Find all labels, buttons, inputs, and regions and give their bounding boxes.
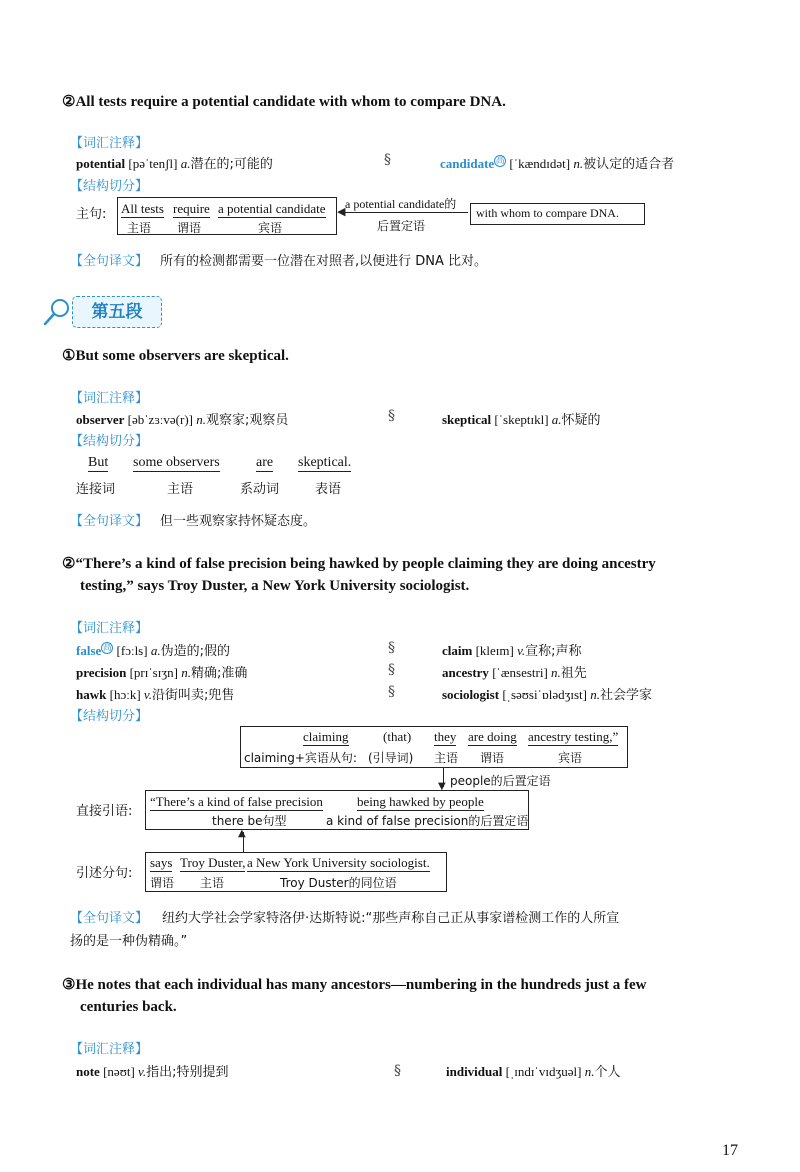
vocab-word: false [76, 643, 102, 658]
vocab-tag: 【词汇注释】 [70, 391, 149, 406]
word-subject: All tests [121, 201, 164, 216]
vocab-word: ancestry [442, 665, 489, 680]
word-linking-verb: are [256, 455, 274, 470]
translation-text: 但一些观察家持怀疑态度。 [160, 514, 317, 529]
word-that: (that) [383, 729, 412, 744]
role-connector: (引导词) [368, 751, 414, 765]
word-conjunction: But [88, 455, 109, 470]
translation-text: 所有的检测都需要一位潜在对照者,以便进行 DNA 比对。 [160, 254, 488, 269]
word-says: says [150, 855, 173, 870]
vocab-entry-claim: claim [kleɪm] v.宣称;声称 [442, 643, 582, 659]
page-number: 17 [722, 1142, 738, 1159]
vocab-tag: 【词汇注释】 [70, 621, 149, 636]
word-being-hawked: being hawked by people [357, 794, 484, 809]
word-appositive: a New York University sociologist. [247, 855, 430, 870]
translation-tag: 【全句译文】 [70, 911, 149, 926]
sentence-5-1: ①But some observers are skeptical. [62, 348, 289, 364]
word-are-doing: are doing [468, 729, 517, 744]
role-object: 宾语 [258, 221, 283, 235]
arrow-up-icon: ▲ [238, 828, 246, 839]
vocab-word: hawk [76, 687, 107, 702]
role-modifier: a kind of false precision的后置定语 [326, 814, 529, 828]
sentence-5-3-line2: centuries back. [80, 999, 177, 1015]
sentence-5-3-line1: ③He notes that each individual has many ancestors—numbering in the hundreds just a few [62, 977, 647, 993]
translation-tag: 【全句译文】 [70, 254, 149, 269]
reporting-clause-label: 引述分句: [76, 866, 133, 881]
translation-tag: 【全句译文】 [70, 514, 149, 529]
separator-icon: § [388, 684, 395, 700]
role-linking-verb: 系动词 [240, 482, 280, 497]
role-subject: 主语 [167, 482, 194, 497]
vocab-word: sociologist [442, 687, 500, 702]
sentence-2: ②All tests require a potential candidate with whom to compare DNA. [62, 94, 506, 110]
structure-tag: 【结构切分】 [70, 434, 149, 449]
word-they: they [434, 729, 457, 744]
separator-icon: § [388, 662, 395, 678]
vocab-entry-ancestry: ancestry [ˈænsestri] n.祖先 [442, 665, 587, 681]
vocab-word: observer [76, 412, 125, 427]
role-appositive: Troy Duster的同位语 [280, 876, 397, 890]
separator-icon: § [384, 152, 391, 168]
vocab-tag: 【词汇注释】 [70, 1042, 149, 1057]
arrow-label: people的后置定语 [450, 774, 551, 788]
role-claiming: claiming+宾语从句: [244, 751, 357, 765]
separator-icon: § [394, 1063, 401, 1079]
vocab-entry-hawk: hawk [hɔːk] v.沿街叫卖;兜售 [76, 687, 235, 703]
direct-speech-label: 直接引语: [76, 804, 133, 819]
high-frequency-icon: 高 [495, 155, 505, 166]
role-object: 宾语 [558, 751, 583, 765]
vocab-word: potential [76, 156, 126, 171]
translation-text-line1: 纽约大学社会学家特洛伊·达斯特说:“那些声称自己正从事家谱检测工作的人所宣 [162, 911, 620, 926]
sentence-5-2-line2: testing,” says Troy Duster, a New York University sociologist. [80, 578, 470, 594]
structure-tag: 【结构切分】 [70, 709, 149, 724]
separator-icon: § [388, 640, 395, 656]
main-clause-label: 主句: [76, 207, 107, 222]
arrow-label: a potential candidate的 [345, 197, 457, 211]
word-troy-duster: Troy Duster, [180, 855, 246, 870]
sentence-5-2-line1: ②“There’s a kind of false precision being hawked by people claiming they are doing ancestry [62, 556, 656, 572]
vocab-entry-false: false高 [fɔːls] a.伪造的;假的 [76, 642, 230, 659]
role-subject: 主语 [127, 221, 152, 235]
vocab-entry-note: note [nəʊt] v.指出;特别提到 [76, 1064, 229, 1080]
vocab-entry-candidate: candidate高 [ˈkændɪdət] n.被认定的适合者 [440, 155, 675, 172]
word-subject: some observers [133, 455, 220, 470]
vocab-word: note [76, 1064, 100, 1079]
vocab-word: candidate [440, 156, 495, 171]
word-claiming: claiming [303, 729, 349, 744]
role-there-be: there be句型 [212, 814, 287, 828]
word-predicative: skeptical. [298, 455, 352, 470]
translation-text-line2: 扬的是一种伪精确。” [70, 934, 188, 949]
vocab-entry-observer: observer [əbˈzɜːvə(r)] n.观察家;观察员 [76, 412, 289, 428]
separator-icon: § [388, 408, 395, 424]
structure-tag: 【结构切分】 [70, 179, 149, 194]
vocab-word: claim [442, 643, 473, 658]
vocab-entry-potential: potential [pəˈtenʃl] a.潜在的;可能的 [76, 156, 273, 172]
magnifier-icon [42, 297, 72, 327]
word-ancestry-testing: ancestry testing,” [528, 729, 619, 744]
vocab-word: skeptical [442, 412, 492, 427]
role-subject: 主语 [200, 876, 225, 890]
role-predicative: 表语 [315, 482, 342, 497]
role-conjunction: 连接词 [76, 482, 116, 497]
arrow-role: 后置定语 [377, 219, 426, 233]
role-predicate: 谓语 [150, 876, 175, 890]
vocab-word: precision [76, 665, 127, 680]
arrow-down-icon: ▼ [438, 781, 446, 792]
vocab-tag: 【词汇注释】 [70, 136, 149, 151]
vocab-entry-sociologist: sociologist [ˌsəʊsiˈɒlədʒɪst] n.社会学家 [442, 687, 653, 703]
word-object: a potential candidate [218, 201, 326, 216]
role-subject: 主语 [434, 751, 459, 765]
arrow-left-icon: ◀ [337, 205, 346, 218]
modifier-text: with whom to compare DNA. [476, 206, 619, 220]
role-predicate: 谓语 [177, 221, 202, 235]
arrow-line [344, 212, 468, 213]
vocab-word: individual [446, 1064, 503, 1079]
word-there-is: “There’s a kind of false precision [150, 794, 323, 809]
vocab-entry-skeptical: skeptical [ˈskeptɪkl] a.怀疑的 [442, 412, 601, 428]
section-title: 第五段 [91, 302, 143, 322]
vocab-entry-individual: individual [ˌɪndɪˈvɪdʒuəl] n.个人 [446, 1064, 621, 1080]
word-predicate: require [173, 201, 210, 216]
vocab-entry-precision: precision [prɪˈsɪʒn] n.精确;准确 [76, 665, 248, 681]
section-title-badge [72, 296, 162, 328]
high-frequency-icon: 高 [102, 642, 112, 653]
role-predicate: 谓语 [480, 751, 505, 765]
